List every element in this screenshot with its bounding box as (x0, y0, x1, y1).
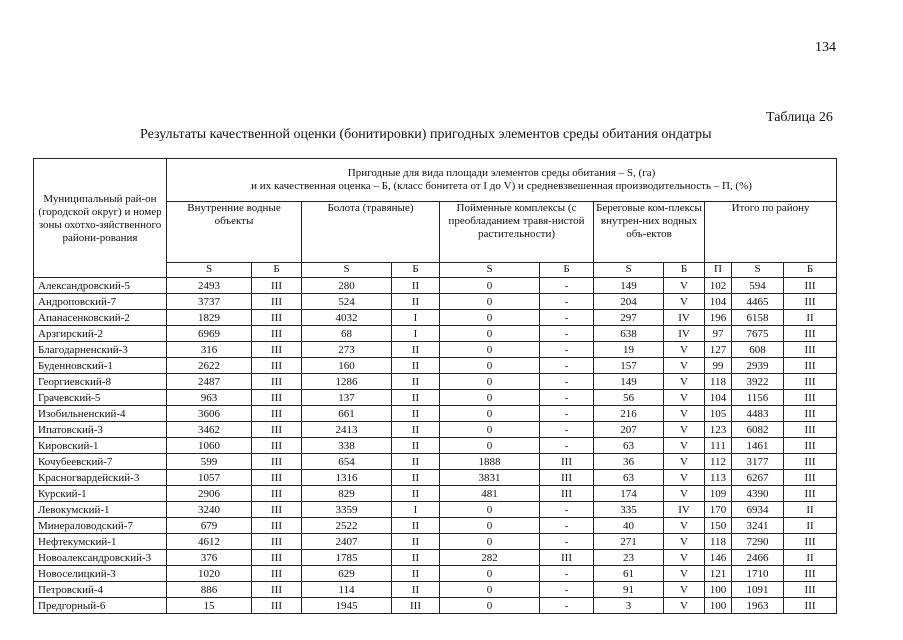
inner-water-s-cell: 1060 (167, 438, 252, 454)
total-b-cell: III (784, 598, 837, 614)
district-name-cell: Кировский-1 (34, 438, 167, 454)
swamps-s-cell: 1316 (302, 470, 392, 486)
floodplain-b-cell: - (540, 342, 594, 358)
district-name-cell: Минераловодский-7 (34, 518, 167, 534)
coastal-b-cell: IV (664, 310, 705, 326)
floodplain-s-cell: 282 (440, 550, 540, 566)
header-suitable-line1: Пригодные для вида площади элементов среды обитания – S, (га) (347, 167, 656, 179)
coastal-b-cell: V (664, 550, 705, 566)
district-name-cell: Арзгирский-2 (34, 326, 167, 342)
table-row (34, 342, 837, 358)
swamps-b-cell: I (392, 310, 440, 326)
total-s-cell: 1156 (732, 390, 784, 406)
coastal-b-cell: V (664, 342, 705, 358)
total-p-cell: 99 (705, 358, 732, 374)
subheader-b: Б (540, 263, 594, 278)
header-total: Итого по району (705, 202, 837, 263)
floodplain-b-cell: - (540, 294, 594, 310)
table-body (34, 278, 837, 614)
floodplain-s-cell: 481 (440, 486, 540, 502)
coastal-s-cell: 40 (594, 518, 664, 534)
district-name-cell: Петровский-4 (34, 582, 167, 598)
table-row (34, 582, 837, 598)
header-suitable-areas (167, 159, 837, 202)
district-name-cell: Нефтекумский-1 (34, 534, 167, 550)
inner-water-b-cell: III (252, 534, 302, 550)
floodplain-s-cell: 3831 (440, 470, 540, 486)
total-p-cell: 109 (705, 486, 732, 502)
district-name-cell: Ипатовский-3 (34, 422, 167, 438)
total-s-cell: 594 (732, 278, 784, 294)
total-p-cell: 102 (705, 278, 732, 294)
swamps-b-cell: I (392, 326, 440, 342)
total-s-cell: 7290 (732, 534, 784, 550)
table-row (34, 486, 837, 502)
total-s-cell: 7675 (732, 326, 784, 342)
header-swamps: Болота (травяные) (302, 202, 440, 263)
district-name-cell: Кочубеевский-7 (34, 454, 167, 470)
inner-water-s-cell: 3606 (167, 406, 252, 422)
swamps-s-cell: 2522 (302, 518, 392, 534)
swamps-b-cell: II (392, 486, 440, 502)
total-s-cell: 608 (732, 342, 784, 358)
inner-water-s-cell: 15 (167, 598, 252, 614)
total-p-cell: 104 (705, 294, 732, 310)
total-b-cell: III (784, 342, 837, 358)
swamps-b-cell: II (392, 582, 440, 598)
header-coastal: Береговые ком-плексы внутрен-них водных объ-ектов (594, 202, 705, 263)
table-row (34, 422, 837, 438)
swamps-s-cell: 661 (302, 406, 392, 422)
swamps-s-cell: 160 (302, 358, 392, 374)
swamps-s-cell: 1945 (302, 598, 392, 614)
total-p-cell: 97 (705, 326, 732, 342)
floodplain-b-cell: - (540, 518, 594, 534)
total-b-cell: III (784, 406, 837, 422)
district-name-cell: Георгиевский-8 (34, 374, 167, 390)
swamps-s-cell: 2407 (302, 534, 392, 550)
floodplain-b-cell: - (540, 390, 594, 406)
inner-water-s-cell: 3240 (167, 502, 252, 518)
floodplain-s-cell: 0 (440, 358, 540, 374)
subheader-b: Б (252, 263, 302, 278)
swamps-s-cell: 338 (302, 438, 392, 454)
table-row (34, 310, 837, 326)
total-b-cell: II (784, 502, 837, 518)
total-p-cell: 105 (705, 406, 732, 422)
floodplain-b-cell: - (540, 582, 594, 598)
district-name-cell: Новоалександровский-3 (34, 550, 167, 566)
subheader-s: S (732, 263, 784, 278)
inner-water-b-cell: III (252, 550, 302, 566)
total-s-cell: 4483 (732, 406, 784, 422)
table-row (34, 326, 837, 342)
coastal-s-cell: 91 (594, 582, 664, 598)
floodplain-b-cell: III (540, 454, 594, 470)
total-p-cell: 111 (705, 438, 732, 454)
inner-water-s-cell: 599 (167, 454, 252, 470)
inner-water-s-cell: 1829 (167, 310, 252, 326)
floodplain-s-cell: 0 (440, 278, 540, 294)
total-p-cell: 196 (705, 310, 732, 326)
district-name-cell: Апанасенковский-2 (34, 310, 167, 326)
floodplain-s-cell: 0 (440, 342, 540, 358)
district-name-cell: Благодарненский-3 (34, 342, 167, 358)
table-row (34, 550, 837, 566)
floodplain-s-cell: 0 (440, 518, 540, 534)
total-b-cell: III (784, 294, 837, 310)
total-b-cell: II (784, 518, 837, 534)
total-s-cell: 3922 (732, 374, 784, 390)
swamps-b-cell: II (392, 406, 440, 422)
swamps-s-cell: 68 (302, 326, 392, 342)
district-name-cell: Новоселицкий-3 (34, 566, 167, 582)
subheader-b: Б (664, 263, 705, 278)
inner-water-s-cell: 963 (167, 390, 252, 406)
swamps-s-cell: 629 (302, 566, 392, 582)
swamps-b-cell: II (392, 518, 440, 534)
total-p-cell: 121 (705, 566, 732, 582)
inner-water-s-cell: 4612 (167, 534, 252, 550)
coastal-b-cell: V (664, 598, 705, 614)
coastal-s-cell: 61 (594, 566, 664, 582)
coastal-s-cell: 204 (594, 294, 664, 310)
header-floodplain: Пойменные комплексы (с преобладанием травя-нистой растительности) (440, 202, 594, 263)
inner-water-b-cell: III (252, 374, 302, 390)
inner-water-b-cell: III (252, 502, 302, 518)
total-s-cell: 2939 (732, 358, 784, 374)
coastal-b-cell: V (664, 406, 705, 422)
floodplain-b-cell: - (540, 438, 594, 454)
total-b-cell: III (784, 486, 837, 502)
coastal-b-cell: V (664, 518, 705, 534)
coastal-s-cell: 23 (594, 550, 664, 566)
total-p-cell: 100 (705, 582, 732, 598)
total-b-cell: III (784, 470, 837, 486)
coastal-b-cell: V (664, 582, 705, 598)
bonitation-table (33, 158, 837, 614)
total-b-cell: III (784, 326, 837, 342)
floodplain-s-cell: 0 (440, 374, 540, 390)
floodplain-b-cell: - (540, 566, 594, 582)
swamps-b-cell: II (392, 374, 440, 390)
total-s-cell: 6082 (732, 422, 784, 438)
total-s-cell: 6934 (732, 502, 784, 518)
total-b-cell: III (784, 358, 837, 374)
swamps-s-cell: 273 (302, 342, 392, 358)
total-p-cell: 100 (705, 598, 732, 614)
floodplain-b-cell: - (540, 310, 594, 326)
floodplain-b-cell: - (540, 534, 594, 550)
total-p-cell: 113 (705, 470, 732, 486)
table-label: Таблица 26 (766, 110, 833, 125)
swamps-s-cell: 1785 (302, 550, 392, 566)
total-p-cell: 150 (705, 518, 732, 534)
swamps-b-cell: II (392, 566, 440, 582)
district-name-cell: Изобильненский-4 (34, 406, 167, 422)
floodplain-s-cell: 0 (440, 438, 540, 454)
table-row (34, 502, 837, 518)
header-inner-water: Внутренние водные объекты (167, 202, 302, 263)
inner-water-s-cell: 376 (167, 550, 252, 566)
floodplain-b-cell: III (540, 550, 594, 566)
total-p-cell: 118 (705, 534, 732, 550)
table-row (34, 278, 837, 294)
floodplain-s-cell: 0 (440, 534, 540, 550)
subheader-b: Б (392, 263, 440, 278)
floodplain-s-cell: 0 (440, 326, 540, 342)
inner-water-b-cell: III (252, 470, 302, 486)
coastal-s-cell: 297 (594, 310, 664, 326)
total-p-cell: 170 (705, 502, 732, 518)
coastal-b-cell: V (664, 390, 705, 406)
district-name-cell: Красногвардейский-3 (34, 470, 167, 486)
coastal-s-cell: 216 (594, 406, 664, 422)
coastal-b-cell: V (664, 470, 705, 486)
district-name-cell: Буденновский-1 (34, 358, 167, 374)
table-row (34, 438, 837, 454)
total-s-cell: 1710 (732, 566, 784, 582)
inner-water-b-cell: III (252, 342, 302, 358)
swamps-s-cell: 829 (302, 486, 392, 502)
total-s-cell: 6267 (732, 470, 784, 486)
swamps-b-cell: I (392, 502, 440, 518)
inner-water-b-cell: III (252, 310, 302, 326)
coastal-s-cell: 36 (594, 454, 664, 470)
coastal-s-cell: 56 (594, 390, 664, 406)
inner-water-b-cell: III (252, 518, 302, 534)
total-b-cell: III (784, 422, 837, 438)
subheader-s: S (440, 263, 540, 278)
floodplain-b-cell: - (540, 358, 594, 374)
swamps-b-cell: III (392, 598, 440, 614)
total-p-cell: 123 (705, 422, 732, 438)
inner-water-b-cell: III (252, 454, 302, 470)
swamps-b-cell: II (392, 470, 440, 486)
total-s-cell: 1461 (732, 438, 784, 454)
floodplain-b-cell: - (540, 502, 594, 518)
total-b-cell: III (784, 534, 837, 550)
swamps-b-cell: II (392, 550, 440, 566)
inner-water-b-cell: III (252, 326, 302, 342)
table-row (34, 534, 837, 550)
floodplain-b-cell: - (540, 406, 594, 422)
total-p-cell: 146 (705, 550, 732, 566)
total-b-cell: III (784, 438, 837, 454)
coastal-b-cell: V (664, 358, 705, 374)
table-row (34, 518, 837, 534)
district-name-cell: Грачевский-5 (34, 390, 167, 406)
coastal-b-cell: V (664, 294, 705, 310)
table-row (34, 294, 837, 310)
total-b-cell: III (784, 390, 837, 406)
total-b-cell: III (784, 278, 837, 294)
table-row (34, 454, 837, 470)
floodplain-b-cell: - (540, 278, 594, 294)
total-p-cell: 104 (705, 390, 732, 406)
inner-water-b-cell: III (252, 566, 302, 582)
coastal-s-cell: 149 (594, 374, 664, 390)
swamps-s-cell: 524 (302, 294, 392, 310)
inner-water-b-cell: III (252, 438, 302, 454)
total-s-cell: 1963 (732, 598, 784, 614)
total-s-cell: 3241 (732, 518, 784, 534)
floodplain-s-cell: 1888 (440, 454, 540, 470)
inner-water-s-cell: 316 (167, 342, 252, 358)
inner-water-s-cell: 3737 (167, 294, 252, 310)
inner-water-s-cell: 679 (167, 518, 252, 534)
header-suitable-line2: и их качественная оценка – Б, (класс бонитета от I до V) и средневзвешенная производительность – П, (%) (251, 180, 752, 192)
coastal-b-cell: IV (664, 502, 705, 518)
floodplain-s-cell: 0 (440, 406, 540, 422)
inner-water-s-cell: 2622 (167, 358, 252, 374)
coastal-s-cell: 157 (594, 358, 664, 374)
inner-water-s-cell: 886 (167, 582, 252, 598)
coastal-s-cell: 174 (594, 486, 664, 502)
inner-water-b-cell: III (252, 598, 302, 614)
floodplain-s-cell: 0 (440, 598, 540, 614)
coastal-s-cell: 3 (594, 598, 664, 614)
inner-water-b-cell: III (252, 422, 302, 438)
inner-water-b-cell: III (252, 358, 302, 374)
total-b-cell: II (784, 310, 837, 326)
total-b-cell: II (784, 550, 837, 566)
subheader-s: S (302, 263, 392, 278)
district-name-cell: Курский-1 (34, 486, 167, 502)
floodplain-s-cell: 0 (440, 422, 540, 438)
coastal-s-cell: 149 (594, 278, 664, 294)
header-municipal: Муниципальный рай-он (городской округ) и номер зоны охотхо-зяйственного райони-рования (34, 159, 167, 278)
swamps-b-cell: II (392, 422, 440, 438)
subheader-s: S (594, 263, 664, 278)
table-row (34, 470, 837, 486)
floodplain-s-cell: 0 (440, 390, 540, 406)
inner-water-s-cell: 6969 (167, 326, 252, 342)
inner-water-b-cell: III (252, 278, 302, 294)
total-b-cell: III (784, 566, 837, 582)
swamps-s-cell: 114 (302, 582, 392, 598)
coastal-b-cell: V (664, 454, 705, 470)
inner-water-s-cell: 3462 (167, 422, 252, 438)
total-s-cell: 1091 (732, 582, 784, 598)
swamps-s-cell: 654 (302, 454, 392, 470)
floodplain-b-cell: III (540, 470, 594, 486)
swamps-b-cell: II (392, 358, 440, 374)
floodplain-s-cell: 0 (440, 502, 540, 518)
coastal-b-cell: IV (664, 326, 705, 342)
inner-water-s-cell: 2493 (167, 278, 252, 294)
swamps-b-cell: II (392, 454, 440, 470)
total-p-cell: 127 (705, 342, 732, 358)
table-row (34, 390, 837, 406)
district-name-cell: Александровский-5 (34, 278, 167, 294)
inner-water-b-cell: III (252, 294, 302, 310)
total-s-cell: 4465 (732, 294, 784, 310)
coastal-b-cell: V (664, 374, 705, 390)
page-number: 134 (815, 40, 836, 55)
coastal-s-cell: 638 (594, 326, 664, 342)
table-title: Результаты качественной оценки (бонитировки) пригодных элементов среды обитания ондатры (140, 127, 712, 142)
subheader-s: S (167, 263, 252, 278)
total-s-cell: 2466 (732, 550, 784, 566)
floodplain-s-cell: 0 (440, 310, 540, 326)
coastal-s-cell: 63 (594, 438, 664, 454)
coastal-b-cell: V (664, 566, 705, 582)
coastal-s-cell: 63 (594, 470, 664, 486)
total-s-cell: 4390 (732, 486, 784, 502)
inner-water-s-cell: 1057 (167, 470, 252, 486)
total-s-cell: 6158 (732, 310, 784, 326)
total-b-cell: III (784, 454, 837, 470)
total-b-cell: III (784, 582, 837, 598)
table-row (34, 598, 837, 614)
coastal-s-cell: 335 (594, 502, 664, 518)
table-row (34, 406, 837, 422)
district-name-cell: Андроповский-7 (34, 294, 167, 310)
swamps-s-cell: 3359 (302, 502, 392, 518)
swamps-s-cell: 4032 (302, 310, 392, 326)
coastal-s-cell: 271 (594, 534, 664, 550)
inner-water-s-cell: 2487 (167, 374, 252, 390)
coastal-s-cell: 207 (594, 422, 664, 438)
total-p-cell: 118 (705, 374, 732, 390)
floodplain-s-cell: 0 (440, 294, 540, 310)
table-row (34, 358, 837, 374)
coastal-b-cell: V (664, 486, 705, 502)
inner-water-b-cell: III (252, 406, 302, 422)
coastal-b-cell: V (664, 422, 705, 438)
floodplain-b-cell: III (540, 486, 594, 502)
floodplain-s-cell: 0 (440, 566, 540, 582)
inner-water-s-cell: 1020 (167, 566, 252, 582)
table-row (34, 566, 837, 582)
coastal-b-cell: V (664, 534, 705, 550)
coastal-s-cell: 19 (594, 342, 664, 358)
inner-water-s-cell: 2906 (167, 486, 252, 502)
total-s-cell: 3177 (732, 454, 784, 470)
coastal-b-cell: V (664, 438, 705, 454)
subheader-p: П (705, 263, 732, 278)
swamps-s-cell: 1286 (302, 374, 392, 390)
swamps-s-cell: 280 (302, 278, 392, 294)
swamps-b-cell: II (392, 342, 440, 358)
total-p-cell: 112 (705, 454, 732, 470)
inner-water-b-cell: III (252, 486, 302, 502)
floodplain-s-cell: 0 (440, 582, 540, 598)
swamps-b-cell: II (392, 390, 440, 406)
inner-water-b-cell: III (252, 390, 302, 406)
floodplain-b-cell: - (540, 326, 594, 342)
district-name-cell: Предгорный-6 (34, 598, 167, 614)
subheader-b: Б (784, 263, 837, 278)
swamps-b-cell: II (392, 294, 440, 310)
swamps-s-cell: 137 (302, 390, 392, 406)
swamps-b-cell: II (392, 438, 440, 454)
coastal-b-cell: V (664, 278, 705, 294)
district-name-cell: Левокумский-1 (34, 502, 167, 518)
swamps-b-cell: II (392, 278, 440, 294)
floodplain-b-cell: - (540, 374, 594, 390)
total-b-cell: III (784, 374, 837, 390)
floodplain-b-cell: - (540, 598, 594, 614)
inner-water-b-cell: III (252, 582, 302, 598)
swamps-s-cell: 2413 (302, 422, 392, 438)
table-row (34, 374, 837, 390)
floodplain-b-cell: - (540, 422, 594, 438)
swamps-b-cell: II (392, 534, 440, 550)
